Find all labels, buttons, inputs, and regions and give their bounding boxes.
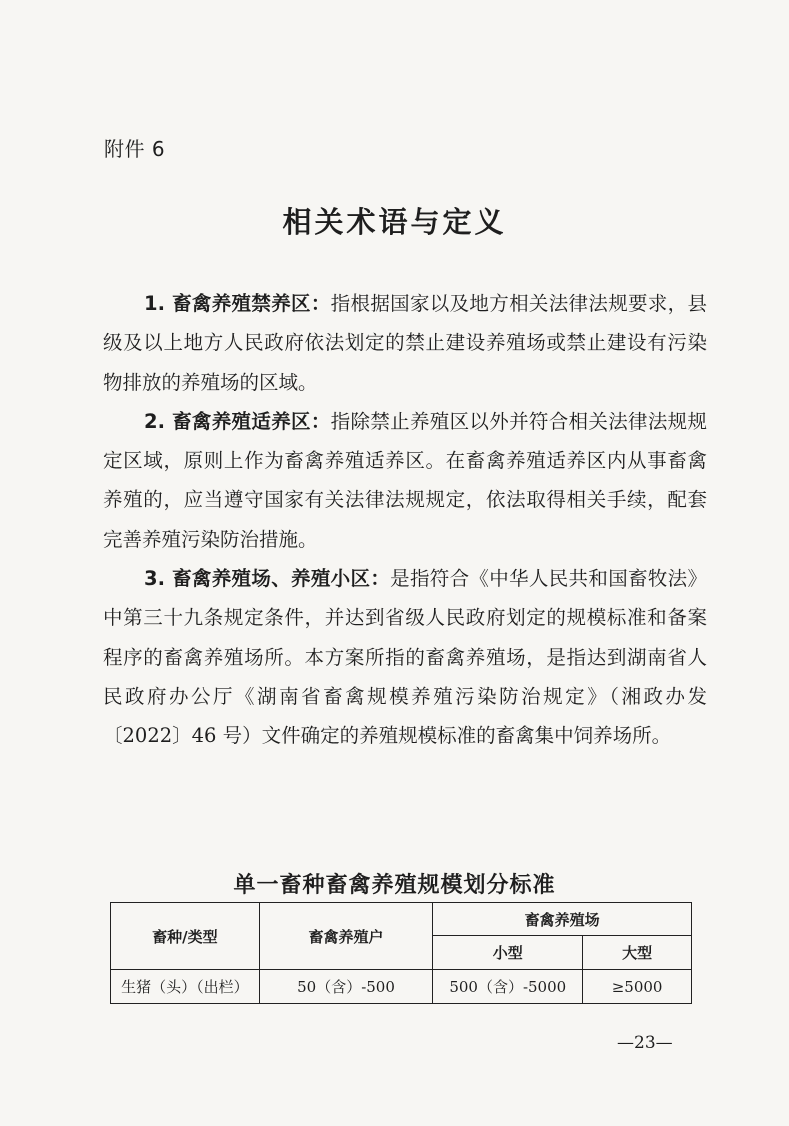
table-title: 单一畜种畜禽养殖规模划分标准 (233, 873, 556, 898)
header-large: 大型 (583, 936, 692, 970)
scale-standard-table (110, 902, 692, 1004)
definition-term: 2. 畜禽养殖适养区： (144, 409, 331, 433)
definition-term: 3. 畜禽养殖场、养殖小区： (144, 567, 391, 591)
definitions-body (103, 284, 707, 756)
definition-text: 指根据国家以及地方相关法律法规要求，县级及以上地方人民政府依法划定的禁止建设养殖场或禁止建设有污染物排放的养殖场的区域。 (103, 292, 707, 394)
table-header-row (111, 903, 692, 936)
cell-large: ≥5000 (583, 970, 692, 1004)
definition-text: 指除禁止养殖区以外并符合相关法律法规规定区域，原则上作为畜禽养殖适养区。在畜禽养殖适养区内从事畜禽养殖的，应当遵守国家有关法律法规规定，依法取得相关手续，配套完善养殖污染防治措施。 (103, 409, 707, 551)
header-farm: 畜禽养殖场 (433, 903, 692, 936)
header-small: 小型 (433, 936, 583, 970)
definition-paragraph (103, 284, 707, 402)
cell-small: 500（含）-5000 (433, 970, 583, 1004)
definition-paragraph (103, 559, 707, 755)
cell-species: 生猪（头）（出栏） (111, 970, 260, 1004)
header-species: 畜种/类型 (111, 903, 260, 970)
table-row (111, 970, 692, 1004)
attachment-label: 附件 6 (104, 137, 166, 161)
definition-term: 1. 畜禽养殖禁养区： (144, 292, 331, 315)
header-household: 畜禽养殖户 (259, 903, 433, 970)
definition-text: 是指符合《中华人民共和国畜牧法》中第三十九条规定条件，并达到省级人民政府划定的规模标准和备案程序的畜禽养殖场所。本方案所指的畜禽养殖场，是指达到湖南省人民政府办公厅《湖南省畜禽规模养殖污染防治规定》（湘政办发〔2022〕46 号）文件确定的养殖规模标准的畜禽集中饲养场所。 (103, 567, 707, 748)
cell-household: 50（含）-500 (259, 970, 433, 1004)
page-title: 相关术语与定义 (282, 205, 507, 239)
definition-paragraph (103, 402, 707, 559)
page-number: —23— (617, 1033, 673, 1053)
